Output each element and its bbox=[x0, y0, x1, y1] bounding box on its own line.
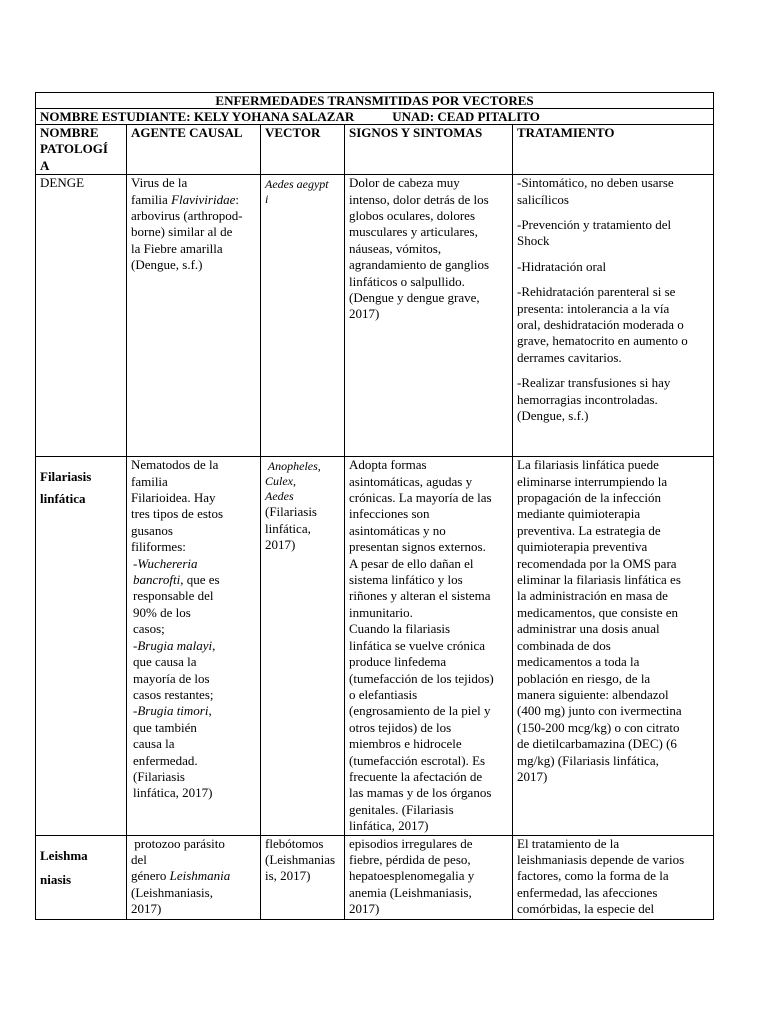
col-header-treatment: TRATAMIENTO bbox=[513, 125, 714, 175]
disease-name-dengue: DENGE bbox=[36, 175, 127, 457]
col-header-signs: SIGNOS Y SINTOMAS bbox=[345, 125, 513, 175]
title-row bbox=[36, 93, 714, 109]
vector-dengue: Aedes aegypt i bbox=[261, 175, 345, 457]
agent-leishmaniasis: protozoo parásito del género Leishmania (Leishmaniasis, 2017) bbox=[127, 835, 261, 919]
student-name: NOMBRE ESTUDIANTE: KELY YOHANA SALAZAR bbox=[40, 109, 355, 124]
table-title: ENFERMEDADES TRANSMITIDAS POR VECTORES bbox=[36, 93, 714, 109]
col-header-pathology: NOMBRE PATOLOGÍ A bbox=[36, 125, 127, 175]
unad-label: UNAD: CEAD PITALITO bbox=[392, 109, 540, 124]
treatment-dengue: -Sintomático, no deben usarse salicílicos -Prevención y tratamiento del Shock -Hidratación oral -Rehidratación parenteral si se presenta: intolerancia a la vía oral, deshidratación moderada o grave, hematocrito en aumento o derrames cavitarios. -Realizar transfusiones si hay hemorragias incontroladas. (Dengue, s.f.) bbox=[513, 175, 714, 457]
treatment-filariasis: La filariasis linfática puede eliminarse interrumpiendo la propagación de la infección mediante quimioterapia preventiva. La estrategia de quimioterapia preventiva recomendada por la OMS para eliminar la filariasis linfática es la administración en masa de medicamentos, que consiste en administrar una dosis anual combinada de dos medicamentos a toda la población en riesgo, de la manera siguiente: albendazol (400 mg) junto con ivermectina (150-200 mcg/kg) o con citrato de dietilcarbamazina (DEC) (6 mg/kg) (Filariasis linfática, 2017) bbox=[513, 457, 714, 835]
treatment-leishmaniasis: El tratamiento de la leishmaniasis depende de varios factores, como la forma de la enfermedad, las afecciones comórbidas, la especie del bbox=[513, 835, 714, 919]
document-page bbox=[35, 92, 713, 920]
column-header-row bbox=[36, 125, 714, 175]
agent-dengue: Virus de la familia Flaviviridae: arbovirus (arthropod- borne) similar al de la Fiebre amarilla (Dengue, s.f.) bbox=[127, 175, 261, 457]
vector-leishmaniasis: flebótomos (Leishmanias is, 2017) bbox=[261, 835, 345, 919]
student-row bbox=[36, 109, 714, 125]
col-header-agent: AGENTE CAUSAL bbox=[127, 125, 261, 175]
table-row-leishmaniasis bbox=[36, 835, 714, 919]
student-info bbox=[36, 109, 714, 125]
agent-filariasis: Nematodos de la familia Filarioidea. Hay tres tipos de estos gusanos filiformes: -Wuchereria bancrofti, que es responsable del 90% de los casos; -Brugia malayi, que causa la mayoría de los casos restantes; -Brugia timori, que también causa la enfermedad. (Filariasis linfática, 2017) bbox=[127, 457, 261, 835]
vector-diseases-table bbox=[35, 92, 714, 920]
table-row-dengue bbox=[36, 175, 714, 457]
disease-name-filariasis: Filariasis linfática bbox=[36, 457, 127, 835]
table-row-filariasis bbox=[36, 457, 714, 835]
col-header-vector: VECTOR bbox=[261, 125, 345, 175]
disease-name-leishmaniasis: Leishma niasis bbox=[36, 835, 127, 919]
signs-filariasis: Adopta formas asintomáticas, agudas y crónicas. La mayoría de las infecciones son asintomáticas y no presentan signos externos. A pesar de ello dañan el sistema linfático y los riñones y alteran el sistema inmunitario. Cuando la filariasis linfática se vuelve crónica produce linfedema (tumefacción de los tejidos) o elefantiasis (engrosamiento de la piel y otros tejidos) de los miembros e hidrocele (tumefacción escrotal). Es frecuente la afectación de las mamas y de los órganos genitales. (Filariasis linfática, 2017) bbox=[345, 457, 513, 835]
vector-filariasis: Anopheles, Culex, Aedes (Filariasis linfática, 2017) bbox=[261, 457, 345, 835]
signs-leishmaniasis: episodios irregulares de fiebre, pérdida de peso, hepatoesplenomegalia y anemia (Leishmaniasis, 2017) bbox=[345, 835, 513, 919]
signs-dengue: Dolor de cabeza muy intenso, dolor detrás de los globos oculares, dolores musculares y articulares, náuseas, vómitos, agrandamiento de ganglios linfáticos o salpullido. (Dengue y dengue grave, 2017) bbox=[345, 175, 513, 457]
